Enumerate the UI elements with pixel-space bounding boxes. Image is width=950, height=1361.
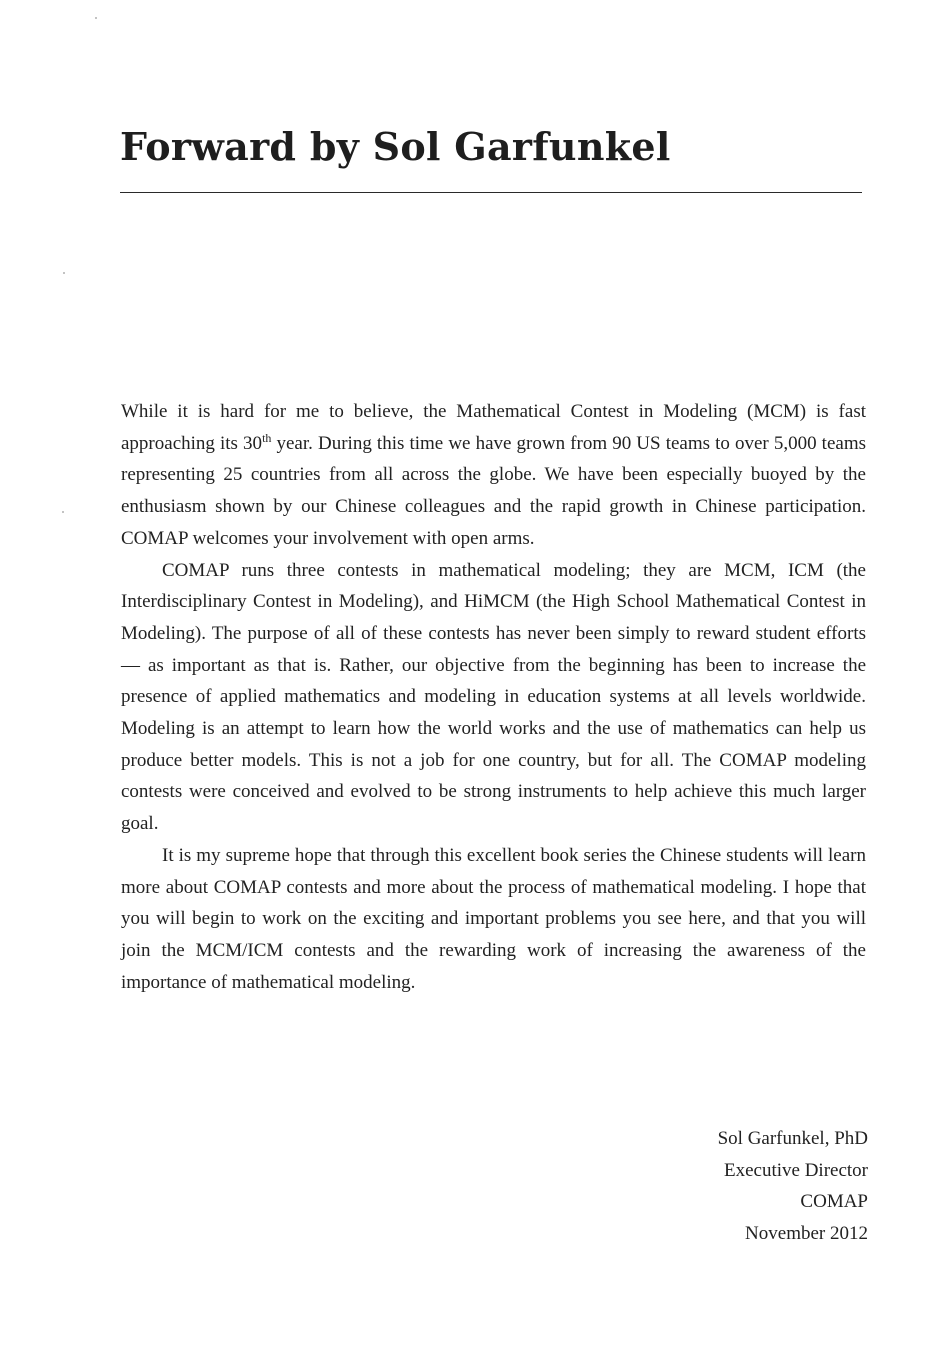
page-title: Forward by Sol Garfunkel — [120, 124, 671, 169]
scan-speck — [95, 17, 97, 19]
paragraph-1 — [121, 396, 866, 555]
ordinal-suffix: th — [262, 430, 272, 445]
signature-role: Executive Director — [723, 1159, 868, 1181]
scan-speck — [63, 272, 65, 274]
signature-block — [718, 1123, 868, 1249]
signature-name: Sol Garfunkel, PhD — [717, 1128, 868, 1149]
paragraph-1-part-2: year. During this time we have grown from 90 US teams to over 5,000 teams representing 25 countries from all across the globe. We have been especially buoyed by the enthusiasm shown by our Chinese colleagues and the rapid growth in Chinese participation. COMAP welcomes your involvement with open arms. — [121, 432, 866, 549]
paragraph-1-part-1: While it is hard for me to believe, the Mathematical Contest in Modeling (MCM) is fast approaching its 30 — [121, 401, 866, 454]
title-rule — [120, 192, 862, 193]
scan-speck — [62, 511, 64, 513]
paragraph-2: COMAP runs three contests in mathematical modeling; they are MCM, ICM (the Interdisciplinary Contest in Modeling), and HiMCM (the High School Mathematical Contest in Modeling). The purpose of all of these contests has never been simply to reward student efforts — as important as that is. Rather, our objective from the beginning has been to increase the presence of applied mathematics and modeling in education systems at all levels worldwide. Modeling is an attempt to learn how the world works and the use of mathematics can help us produce better models. This is not a job for one country, but for all. The COMAP modeling contests were conceived and evolved to be strong instruments to help achieve this much larger goal. — [121, 559, 866, 835]
paragraph-3: It is my supreme hope that through this excellent book series the Chinese students will learn more about COMAP contests and more about the process of mathematical modeling. I hope that you will begin to work on the exciting and important problems you see here, and that you will join the MCM/ICM contests and the rewarding work of increasing the awareness of the importance of mathematical modeling. — [121, 844, 866, 993]
signature-organization: COMAP — [800, 1191, 868, 1212]
foreword-body — [121, 396, 866, 998]
signature-date: November 2012 — [745, 1222, 868, 1244]
